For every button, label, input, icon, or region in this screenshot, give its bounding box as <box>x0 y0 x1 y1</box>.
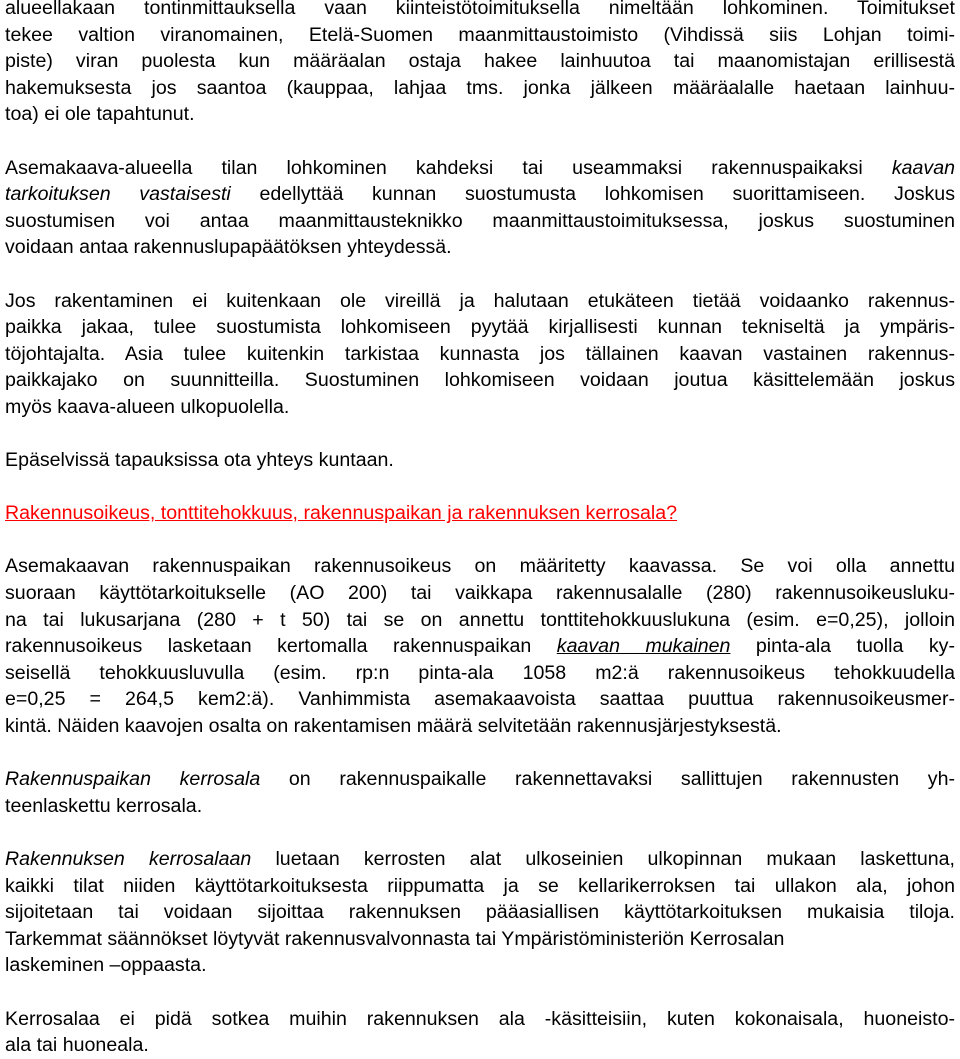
text-line <box>5 394 955 421</box>
document-page <box>5 0 955 1059</box>
section-heading-link[interactable] <box>5 500 955 527</box>
text-line <box>5 686 955 713</box>
text-line <box>5 553 955 580</box>
paragraph-p6 <box>5 766 955 819</box>
text-segment: ala tai huoneala. <box>5 1034 149 1057</box>
text-segment: Jos rakentaminen ei kuitenkaan ole vireillä ja halutaan etukäteen tietää voidaanko rakennus- <box>5 289 955 312</box>
text-line <box>5 580 955 607</box>
text-line <box>5 234 955 261</box>
text-segment: pinta-ala tuolla ky- <box>730 635 955 658</box>
paragraph-gap <box>5 261 955 288</box>
text-segment: teenlaskettu kerrosala. <box>5 794 203 817</box>
text-segment: on rakennuspaikalle rakennettavaksi sallittujen rakennusten yh- <box>260 768 955 791</box>
text-segment: Asemakaava-alueella tilan lohkominen kahdeksi tai useammaksi rakennuspaikaksi <box>5 156 892 179</box>
text-line <box>5 22 955 49</box>
paragraph-gap <box>5 740 955 767</box>
text-segment: edellyttää kunnan suostumusta lohkomisen suorittamiseen. Joskus <box>230 183 955 206</box>
text-segment: paikkajako on suunnitteilla. Suostuminen lohkomiseen voidaan joutua käsittelemään joskus <box>5 369 955 392</box>
paragraph-gap <box>5 527 955 554</box>
text-segment: piste) viran puolesta kun määräalan ostaja hakee lainhuutoa tai maanomistajan erillisestä <box>5 50 955 73</box>
text-line <box>5 181 955 208</box>
paragraph-gap <box>5 819 955 846</box>
text-line <box>5 1032 955 1059</box>
text-line <box>5 208 955 235</box>
text-line <box>5 766 955 793</box>
text-line <box>5 500 955 527</box>
paragraph-p4 <box>5 447 955 474</box>
text-segment: paikka jakaa, tulee suostumista lohkomiseen pyytää kirjallisesti kunnan tekniseltä ja ympäris- <box>5 316 955 339</box>
text-line <box>5 873 955 900</box>
text-segment: alueellakaan tontinmittauksella vaan kiinteistötoimituksella nimeltään lohkominen. Toimitukset <box>5 0 955 19</box>
text-line <box>5 660 955 687</box>
text-segment: laskeminen –oppaasta. <box>5 954 207 977</box>
text-line <box>5 1006 955 1033</box>
text-segment: Epäselvissä tapauksissa ota yhteys kuntaan. <box>5 449 394 472</box>
text-line <box>5 101 955 128</box>
paragraph-gap <box>5 474 955 501</box>
text-segment: sijoitetaan tai voidaan sijoittaa rakennuksen pääasiallisen käyttötarkoituksen mukaisia tiloja. <box>5 901 955 924</box>
text-line <box>5 952 955 979</box>
text-line <box>5 0 955 22</box>
paragraph-p8 <box>5 1006 955 1059</box>
text-line <box>5 75 955 102</box>
emphasized-text: Rakennuksen kerrosalaan <box>5 848 252 870</box>
text-segment: luetaan kerrosten alat ulkoseinien ulkopinnan mukaan laskettuna, <box>251 848 955 870</box>
text-line <box>5 926 955 953</box>
paragraph-gap <box>5 979 955 1006</box>
text-segment: toa) ei ole tapahtunut. <box>5 103 195 126</box>
paragraph-gap <box>5 421 955 448</box>
text-segment: tekee valtion viranomainen, Etelä-Suomen maanmittaustoimisto (Vihdissä siis Lohjan toimi- <box>5 23 955 46</box>
paragraph-p5 <box>5 553 955 739</box>
text-segment: kaikki tilat niiden käyttötarkoituksesta riippumatta ja se kellarikerroksen tai ullakon ala, johon <box>5 874 955 897</box>
text-segment: voidaan antaa rakennuslupapäätöksen yhteydessä. <box>5 236 452 259</box>
text-segment: myös kaava-alueen ulkopuolella. <box>5 395 290 418</box>
paragraph-p2 <box>5 155 955 261</box>
text-line <box>5 793 955 820</box>
text-segment: seisellä tehokkuusluvulla (esim. rp:n pinta-ala 1058 m2:ä rakennusoikeus tehokkuudella <box>5 661 955 684</box>
text-segment: Tarkemmat säännökset löytyvät rakennusvalvonnasta tai Ympäristöministeriön Kerrosalan <box>5 927 785 950</box>
text-segment: töjohtajalta. Asia tulee kuitenkin tarkistaa kunnasta jos tällainen kaavan vastainen rakennus- <box>5 342 955 365</box>
text-segment: e=0,25 = 264,5 kem2:ä). Vanhimmista asemakaavoista saattaa puuttua rakennusoikeusmer- <box>5 688 955 711</box>
text-line <box>5 607 955 634</box>
text-segment: suostumisen voi antaa maanmittausteknikko maanmittaustoimituksessa, joskus suostuminen <box>5 209 955 232</box>
paragraph-p7 <box>5 846 955 979</box>
text-segment: Asemakaavan rakennuspaikan rakennusoikeus on määritetty kaavassa. Se voi olla annettu <box>5 555 955 578</box>
text-line <box>5 713 955 740</box>
emphasized-text: tarkoituksen vastaisesti <box>5 183 231 206</box>
paragraph-p3 <box>5 288 955 421</box>
text-line <box>5 155 955 182</box>
text-line <box>5 633 955 660</box>
text-line <box>5 341 955 368</box>
text-segment: rakennusoikeus lasketaan kertomalla rakennuspaikan <box>5 635 557 658</box>
text-segment: Kerrosalaa ei pidä sotkea muihin rakennuksen ala -käsitteisiin, kuten kokonaisala, huoneisto- <box>5 1007 955 1030</box>
emphasized-text: kaavan <box>891 156 955 179</box>
text-line <box>5 899 955 926</box>
emphasized-text: Rakennuspaikan kerrosala <box>5 768 261 791</box>
text-line <box>5 367 955 394</box>
text-segment: kintä. Näiden kaavojen osalta on rakentamisen määrä selvitetään rakennusjärjestyksestä. <box>5 715 782 738</box>
paragraph-p1 <box>5 0 955 128</box>
emphasized-text: kaavan mukainen <box>556 635 731 658</box>
text-segment: na tai lukusarjana (280 + t 50) tai se on annettu tonttitehokkuuslukuna (esim. e=0,25), jolloin <box>5 608 955 631</box>
text-line <box>5 288 955 315</box>
heading-link-text[interactable]: Rakennusoikeus, tonttitehokkuus, rakennuspaikan ja rakennuksen kerrosala? <box>5 502 678 525</box>
text-line <box>5 846 955 873</box>
text-line <box>5 447 955 474</box>
text-segment: suoraan käyttötarkoitukselle (AO 200) tai vaikkapa rakennusalalle (280) rakennusoikeusluku- <box>5 582 955 605</box>
text-line <box>5 48 955 75</box>
text-segment: hakemuksesta jos saantoa (kauppaa, lahjaa tms. jonka jälkeen määräalalle haetaan lainhuu- <box>5 76 955 99</box>
text-line <box>5 314 955 341</box>
paragraph-gap <box>5 128 955 155</box>
